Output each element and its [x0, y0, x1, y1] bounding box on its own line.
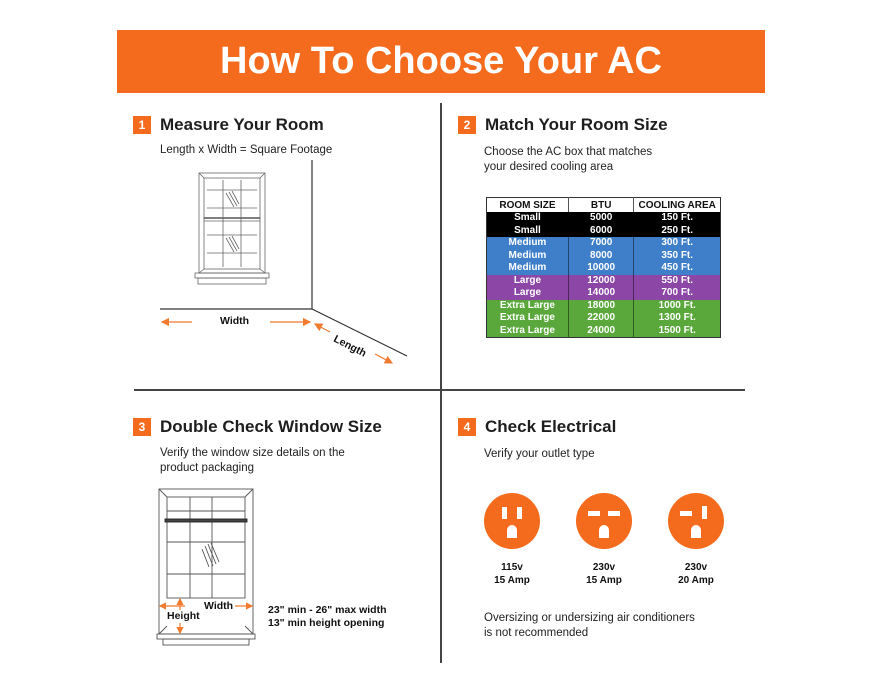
- cell-btu: 8000: [568, 250, 634, 263]
- outlet-item: [656, 491, 736, 587]
- cell-btu: 14000: [568, 287, 634, 300]
- room-measure-illustration: [150, 160, 420, 375]
- cell-room-size: Large: [513, 274, 542, 286]
- section-1-subtitle: Length x Width = Square Footage: [160, 144, 333, 156]
- cell-btu: 24000: [568, 325, 634, 338]
- cell-room-size: Extra Large: [499, 324, 555, 336]
- section-4-title: Check Electrical: [485, 417, 617, 436]
- cell-cooling-area: 1300 Ft.: [634, 312, 721, 325]
- length-label: Length: [331, 333, 369, 360]
- sizing-note-line-2: is not recommended: [484, 626, 589, 639]
- table-row: [487, 275, 721, 288]
- length-arrow-start: [315, 324, 330, 332]
- vertical-divider: [440, 103, 442, 663]
- sizing-note: [484, 611, 695, 640]
- cell-room-size: Medium: [508, 262, 547, 273]
- cell-cooling-area: 150 Ft.: [634, 212, 721, 225]
- outlet-voltage: 115v: [501, 562, 523, 573]
- outlet-115v-15a-icon: [482, 491, 542, 551]
- window-height-label: Height: [167, 610, 200, 622]
- window-width-label: Width: [204, 600, 234, 612]
- section-1-title: Measure Your Room: [160, 115, 324, 134]
- section-3-header: [133, 417, 382, 437]
- header-room-size: ROOM SIZE: [487, 198, 569, 213]
- room-size-table: [486, 197, 721, 338]
- header-cooling-area: COOLING AREA: [634, 198, 721, 213]
- outlet-230v-20a-icon: [666, 491, 726, 551]
- window-spec-width: 23" min - 26" max width: [268, 604, 387, 616]
- cell-room-size: Extra Large: [499, 299, 555, 311]
- outlet-amperage: 20 Amp: [678, 575, 714, 586]
- table-row: [487, 287, 721, 300]
- table-row: [487, 312, 721, 325]
- cell-room-size: Medium: [508, 249, 547, 261]
- cell-btu: 5000: [568, 212, 634, 225]
- cell-cooling-area: 250 Ft.: [634, 225, 721, 238]
- outlet-amperage: 15 Amp: [494, 575, 530, 586]
- table-row: [487, 237, 721, 250]
- cell-room-size: Extra Large: [499, 312, 555, 323]
- table-header-row: [487, 198, 721, 213]
- width-label: Width: [220, 315, 250, 327]
- section-4-header: [458, 417, 616, 437]
- section-2-subtitle-line-2: your desired cooling area: [484, 160, 614, 173]
- horizontal-divider: [134, 389, 745, 391]
- cell-btu: 6000: [568, 225, 634, 238]
- step-badge-2: 2: [458, 116, 476, 134]
- outlet-voltage: 230v: [592, 562, 616, 573]
- cell-cooling-area: 700 Ft.: [634, 287, 721, 300]
- header-btu: BTU: [568, 198, 634, 213]
- cell-btu: 10000: [568, 262, 634, 275]
- table-body: [487, 212, 721, 338]
- cell-btu: 22000: [568, 312, 634, 325]
- step-badge-1: 1: [133, 116, 151, 134]
- step-badge-4: 4: [458, 418, 476, 436]
- table-row: [487, 250, 721, 263]
- table-row: [487, 262, 721, 275]
- page-title: How To Choose Your AC: [220, 40, 662, 82]
- cell-btu: 12000: [568, 275, 634, 288]
- step-badge-3: 3: [133, 418, 151, 436]
- window-size-illustration: [155, 486, 260, 646]
- cell-cooling-area: 350 Ft.: [634, 250, 721, 263]
- section-1-header: [133, 115, 324, 135]
- window-spec-height: 13" min height opening: [268, 617, 385, 629]
- cell-cooling-area: 1000 Ft.: [634, 300, 721, 313]
- section-4-subtitle: Verify your outlet type: [484, 448, 595, 460]
- cell-room-size: Small: [514, 224, 541, 236]
- cell-cooling-area: 450 Ft.: [634, 262, 721, 275]
- table-row: [487, 225, 721, 238]
- outlet-item: [472, 491, 552, 587]
- section-3-subtitle-line-2: product packaging: [160, 461, 254, 474]
- outlet-item: [564, 491, 644, 587]
- section-2-title: Match Your Room Size: [485, 115, 668, 134]
- cell-room-size: Medium: [508, 237, 547, 248]
- cell-btu: 18000: [568, 300, 634, 313]
- cell-btu: 7000: [568, 237, 634, 250]
- table-row: [487, 212, 721, 225]
- section-3-title: Double Check Window Size: [160, 417, 382, 436]
- section-2-subtitle-line-1: Choose the AC box that matches: [484, 146, 653, 158]
- table-row: [487, 325, 721, 338]
- outlet-230v-15a-icon: [574, 491, 634, 551]
- length-arrow-end: [375, 354, 392, 363]
- section-2-subtitle: [484, 145, 652, 174]
- section-3-subtitle: [160, 446, 345, 475]
- cell-cooling-area: 300 Ft.: [634, 237, 721, 250]
- cell-room-size: Large: [513, 287, 542, 298]
- sizing-note-line-1: Oversizing or undersizing air conditioners: [484, 612, 695, 624]
- window-icon: [195, 173, 269, 284]
- cell-room-size: Small: [514, 212, 541, 223]
- cell-cooling-area: 550 Ft.: [634, 275, 721, 288]
- outlet-voltage: 230v: [684, 562, 708, 573]
- title-banner: [117, 30, 765, 93]
- section-3-subtitle-line-1: Verify the window size details on the: [160, 447, 345, 459]
- section-2-header: [458, 115, 668, 135]
- window-spec: [268, 604, 387, 630]
- outlet-amperage: 15 Amp: [586, 575, 622, 586]
- cell-cooling-area: 1500 Ft.: [634, 325, 721, 338]
- table-row: [487, 300, 721, 313]
